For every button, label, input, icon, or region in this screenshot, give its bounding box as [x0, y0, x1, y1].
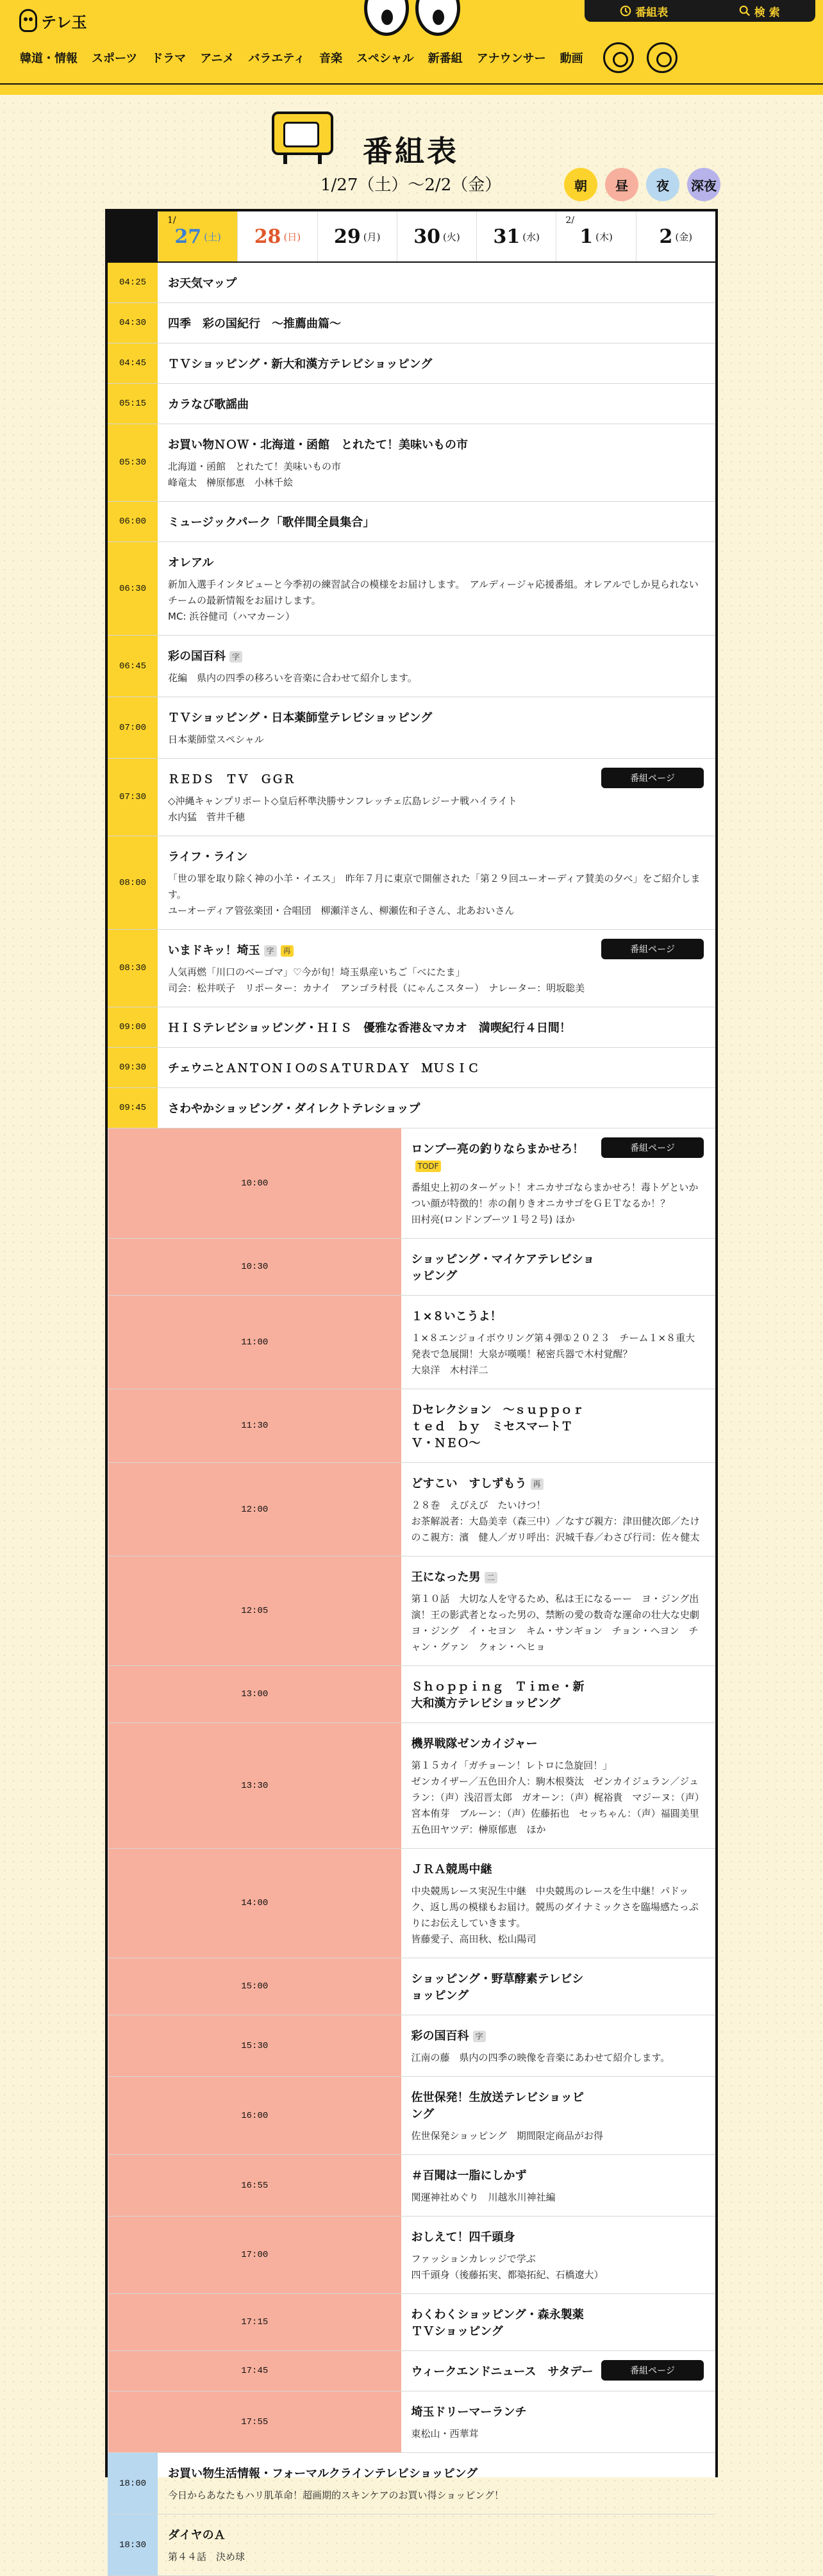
program-row[interactable]	[108, 303, 715, 343]
day-tab-weekday: (木)	[595, 231, 613, 243]
program-title[interactable]: 機界戦隊ゼンカイジャー	[411, 1737, 538, 1751]
program-description: 関運神社めぐり 川越氷川神社編	[411, 2192, 556, 2203]
program-title[interactable]: Ｓｈｏｐｐｉｎｇ Ｔｉｍｅ・新大和漢方テレビショッピング	[411, 1680, 585, 1710]
program-time: 11:30	[108, 1389, 401, 1462]
program-title[interactable]: お買い物ＮＯＷ・北海道・函館 とれたて！美味いもの市	[168, 438, 468, 452]
day-tab-month: 1/	[167, 215, 176, 226]
program-info	[401, 1849, 716, 1958]
program-description: 第１５カイ「ガチョーン！レトロに急旋回！」	[411, 1760, 613, 1771]
schedule-link[interactable]	[620, 3, 668, 19]
program-description: ファッションカレッジで学ぶ	[411, 2253, 536, 2265]
program-row[interactable]	[108, 2015, 715, 2077]
period-button[interactable]: 深夜	[687, 168, 720, 201]
program-title[interactable]: 彩の国百科 字	[168, 648, 704, 665]
program-list	[108, 263, 715, 2576]
day-tab-date: 29	[333, 225, 361, 248]
period-filter	[564, 168, 720, 201]
tv-icon	[272, 108, 333, 163]
day-tabs	[108, 211, 715, 263]
program-description: 佐世保発ショッピング 期間限定商品がお得	[411, 2130, 603, 2142]
program-info	[401, 1389, 716, 1462]
nav-sports[interactable]: スポーツ	[92, 52, 138, 65]
program-info	[401, 2294, 716, 2350]
program-description: 皆藤愛子、高田秋、松山陽司	[411, 1933, 536, 1945]
program-title[interactable]: ＲＥＤＳ ＴＶ ＧＧＲ	[168, 773, 295, 786]
program-description: 田村亮(ロンドンブーツ１号２号) ほか	[411, 1214, 575, 1225]
program-row[interactable]	[108, 1007, 715, 1048]
program-row[interactable]	[108, 343, 715, 384]
program-info	[158, 930, 715, 1007]
program-time: 17:45	[108, 2351, 401, 2391]
nav-new-programs[interactable]: 新番組	[428, 52, 463, 65]
program-description: ヨ・ジング イ・セヨン キム・サンギョン チョン・ヘヨン チャン・グァン クォン・ヘヒョ	[411, 1625, 699, 1653]
program-page-button[interactable]: 番組ページ	[601, 1137, 704, 1158]
program-time: 17:15	[108, 2294, 401, 2350]
program-info	[401, 2391, 716, 2452]
program-page-button[interactable]: 番組ページ	[601, 939, 704, 959]
program-time: 15:30	[108, 2015, 401, 2076]
program-row[interactable]	[108, 1463, 715, 1556]
day-tab-date: 27	[174, 225, 202, 248]
day-tab-date: 2	[659, 225, 673, 248]
nav-drama[interactable]: ドラマ	[151, 52, 187, 65]
program-row[interactable]	[108, 263, 715, 303]
program-title[interactable]: ウィークエンドニュース サタデー	[411, 2365, 594, 2379]
program-time: 13:30	[108, 1723, 401, 1848]
program-description: 大泉洋 木村洋二	[411, 1364, 488, 1376]
program-time: 12:00	[108, 1463, 401, 1556]
program-description: １×８エンジョイボウリング第４弾①２０２３ チーム１×８重大発表で急展開！大泉が嘆嘆！秘密兵器で木村覚醒？	[411, 1332, 695, 1360]
program-title[interactable]: オレアル	[168, 556, 214, 570]
program-badge: 字	[264, 945, 277, 957]
program-info	[401, 1296, 716, 1389]
program-time: 06:45	[108, 636, 158, 697]
program-info	[158, 1048, 715, 1087]
day-tab-weekday: (土)	[204, 231, 221, 243]
nav-announcer[interactable]: アナウンサー	[476, 52, 546, 65]
search-link-label: 検 索	[754, 6, 780, 19]
program-time: 05:30	[108, 424, 158, 501]
period-button[interactable]: 昼	[605, 168, 638, 201]
day-tab-date: 28	[254, 225, 281, 248]
program-row[interactable]	[108, 1128, 715, 1239]
program-title[interactable]: 王になった男 二	[412, 1569, 704, 1586]
program-title[interactable]: お天気マップ	[168, 277, 237, 290]
day-tab[interactable]	[397, 211, 476, 261]
program-info	[401, 2217, 716, 2293]
program-title[interactable]: チェウニとＡＮＴＯＮＩＯのＳＡＴＵＲＤＡＹ ＭＵＳＩＣ	[168, 1062, 479, 1075]
program-time: 18:00	[108, 2453, 158, 2514]
program-time: 11:00	[108, 1296, 401, 1389]
program-time: 13:00	[108, 1666, 401, 1722]
program-title[interactable]: いまドキッ！埼玉 字 再	[168, 943, 704, 959]
program-title[interactable]: ライフ・ライン	[168, 850, 248, 864]
search-link[interactable]	[739, 3, 780, 19]
date-range: 1/27（土）～2/2（金）	[320, 176, 502, 195]
program-time: 06:00	[108, 502, 158, 541]
period-button[interactable]: 朝	[564, 168, 597, 201]
program-title[interactable]: ダイヤのＡ	[168, 2529, 226, 2542]
program-info	[158, 384, 715, 424]
period-button[interactable]: 夜	[646, 168, 679, 201]
program-info	[158, 1088, 715, 1128]
nav-special[interactable]: スペシャル	[356, 52, 414, 65]
program-schedule	[105, 209, 718, 2563]
program-badge: 字	[473, 2031, 486, 2042]
search-icon	[739, 5, 751, 17]
program-info	[158, 542, 715, 635]
program-row[interactable]	[108, 930, 715, 1007]
day-tabs-corner	[108, 211, 158, 261]
program-time: 04:30	[108, 303, 158, 343]
day-tab-weekday: (火)	[443, 231, 460, 243]
program-title[interactable]: ＪＲＡ競馬中継	[411, 1863, 492, 1876]
day-tab[interactable]	[476, 211, 556, 261]
program-time: 09:45	[108, 1088, 158, 1128]
program-title[interactable]: おしえて！四千頭身	[411, 2231, 515, 2244]
program-description: 「世の罪を取り除く神の小羊・イエス」 昨年７月に東京で開催された「第２９回ユーオーディア賛美の夕べ」をご紹介します。	[168, 873, 701, 900]
program-time: 04:25	[108, 263, 158, 302]
mascot-icon[interactable]	[603, 42, 634, 73]
program-title[interactable]: ショッピング・マイケアテレビショッピング	[411, 1253, 595, 1283]
program-description: 水内猛 菅井千穂	[168, 811, 245, 823]
program-description: 人気再燃「川口のベーゴマ」♡今が旬！埼玉県産いちご「べにたま」	[168, 966, 465, 978]
program-row[interactable]	[108, 2453, 715, 2514]
program-info	[158, 759, 715, 836]
top-tools	[585, 0, 815, 22]
program-title[interactable]: ショッピング・野草酵素テレビショッピング	[411, 1972, 584, 2002]
program-description: 峰竜太 榊原郁恵 小林千絵	[168, 477, 294, 488]
eye-right-icon	[415, 0, 460, 36]
program-row[interactable]	[108, 1849, 715, 1958]
program-row[interactable]	[108, 697, 715, 759]
program-time: 09:30	[108, 1048, 158, 1087]
program-info	[158, 836, 715, 929]
program-info	[158, 303, 715, 343]
nav-variety[interactable]: バラエティ	[248, 52, 305, 65]
program-time: 17:00	[108, 2217, 401, 2293]
program-description: 司会：松井咲子 リポーター：カナイ アンゴラ村長（にゃんこスター） ナレーター：明坂聡美	[168, 982, 585, 994]
program-row[interactable]	[108, 1048, 715, 1088]
program-badge: TODF	[415, 1160, 442, 1172]
program-row[interactable]	[108, 836, 715, 930]
program-time: 17:55	[108, 2391, 401, 2452]
program-title[interactable]: ＴＶショッピング・日本薬師堂テレビショッピング	[168, 711, 433, 725]
program-row[interactable]	[108, 1556, 715, 1666]
program-row[interactable]	[108, 2514, 715, 2576]
program-time: 06:30	[108, 542, 158, 635]
program-row[interactable]	[108, 759, 715, 836]
program-description: 北海道・函館 とれたて！美味いもの市	[168, 461, 342, 472]
program-info	[158, 502, 715, 541]
program-badge: 再	[281, 945, 294, 957]
day-tab[interactable]	[158, 211, 237, 261]
program-row[interactable]	[108, 2391, 715, 2453]
program-row[interactable]	[108, 1389, 715, 1463]
program-info	[158, 343, 715, 383]
program-badge: 字	[229, 651, 242, 663]
program-title[interactable]: わくわくショッピング・森永製薬 ＴＶショッピング	[411, 2308, 595, 2338]
program-title[interactable]: カラなび歌謡曲	[168, 398, 249, 411]
program-title[interactable]: お買い物生活情報・フォーマルクラインテレビショッピング	[168, 2467, 478, 2481]
program-info	[401, 1463, 716, 1556]
program-description: ２８巻 えびえび たいけつ！	[411, 1499, 546, 1511]
header-zigzag	[0, 85, 823, 95]
program-time: 14:00	[108, 1849, 401, 1958]
day-tab[interactable]	[556, 211, 635, 261]
program-info	[401, 1556, 716, 1665]
program-title[interactable]: ミュージックパーク「歌伴間全員集合」	[168, 516, 375, 529]
program-page-button[interactable]: 番組ページ	[601, 768, 704, 788]
logo-text: テレ玉	[41, 13, 87, 31]
site-header	[0, 0, 823, 95]
nav-news[interactable]: 韓道・情報	[20, 52, 78, 65]
day-tab[interactable]	[317, 211, 397, 261]
program-badge: 再	[531, 1478, 544, 1490]
program-row[interactable]	[108, 542, 715, 636]
program-info	[158, 2514, 715, 2575]
site-logo[interactable]	[19, 9, 87, 32]
program-title[interactable]: 埼玉ドリーマーランチ	[411, 2406, 527, 2419]
program-info	[158, 424, 715, 501]
day-tab-date: 31	[493, 225, 520, 248]
program-row[interactable]	[108, 1723, 715, 1849]
program-time: 08:00	[108, 836, 158, 929]
program-description: ゼンカイザー／五色田介人：駒木根葵汰 ゼンカイジュラン／ジュラン：（声）浅沼晋太郎 ガオーン：（声）梶裕貴 マジーヌ：（声）宮本侑芽 ブルーン：（声）佐藤拓也 セッちゃん：（声）福圓美里 五色田ヤツデ：榊原郁恵 ほか	[411, 1776, 709, 1835]
program-title[interactable]: 佐世保発！生放送テレビショッピング	[411, 2091, 584, 2121]
program-info	[401, 2015, 716, 2076]
day-tab-weekday: (日)	[283, 231, 301, 243]
program-time: 05:15	[108, 384, 158, 424]
program-info	[401, 1666, 716, 1722]
day-tab[interactable]	[636, 211, 715, 261]
day-tab-month: 2/	[565, 215, 575, 226]
day-tab-weekday: (金)	[675, 231, 693, 243]
program-time: 12:05	[108, 1556, 401, 1665]
page-title: 番組表	[363, 134, 459, 169]
eye-left-icon	[364, 0, 409, 36]
program-time: 07:30	[108, 759, 158, 836]
program-time: 10:00	[108, 1128, 401, 1238]
program-time: 07:00	[108, 697, 158, 758]
program-description: 第１０話 大切な人を守るため、私は王になるーー ヨ・ジング出演！王の影武者となった男の、禁断の愛の数奇な運命の壮大な史劇	[411, 1593, 699, 1621]
program-description: 第４４話 決め球	[168, 2551, 245, 2563]
program-description: お茶解説者：大島美幸（森三中）／なすび親方：津田健次郎／たけのこ親方：濱 健人／ガリ呼出：沢城千春／わさび行司：佐々健太	[411, 1515, 700, 1543]
program-description: ◇沖縄キャンプリポート◇皇后杯準決勝サンフレッチェ広島レジーナ戦ハイライト	[168, 795, 517, 807]
program-info	[158, 2453, 715, 2514]
program-time: 09:00	[108, 1007, 158, 1047]
program-row[interactable]	[108, 424, 715, 502]
mascot-icon	[19, 9, 37, 32]
program-row[interactable]	[108, 2077, 715, 2155]
program-row[interactable]	[108, 2351, 715, 2391]
program-title[interactable]: ＴＶショッピング・新大和漢方テレビショッピング	[168, 358, 433, 371]
program-description: 中央競馬レース実況生中継 中央競馬のレースを生中継！パドック、返し馬の模様もお届け。競馬のダイナミックさを臨場感たっぷりにお伝えしていきます。	[411, 1885, 699, 1929]
program-row[interactable]	[108, 1958, 715, 2015]
program-description: 新加入選手インタビューと今季初の練習試合の模様をお届けします。 アルディージャ応援番組。オレアルでしか見られないチームの最新情報をお届けします。	[168, 579, 699, 606]
program-row[interactable]	[108, 502, 715, 542]
program-time: 10:30	[108, 1239, 401, 1295]
program-row[interactable]	[108, 1666, 715, 1723]
program-time: 16:55	[108, 2155, 401, 2216]
program-row[interactable]	[108, 2294, 715, 2351]
program-info	[158, 697, 715, 758]
clock-icon	[620, 5, 631, 17]
program-description: 番組史上初のターゲット！オニカサゴならまかせろ！毒トゲといかつい顔が特徴的！赤の創りきオニカサゴをＧＥＴなるか！？	[411, 1182, 699, 1209]
program-time: 08:30	[108, 930, 158, 1007]
day-tab-date: 1	[579, 225, 594, 248]
program-row[interactable]	[108, 384, 715, 424]
program-info	[401, 2351, 716, 2391]
program-description: 今日からあなたもハリ肌革命！超画期的スキンケアのお買い得ショッピング！	[168, 2489, 504, 2501]
program-description: 江南の藤 県内の四季の映像を音楽にあわせて紹介します。	[411, 2052, 670, 2063]
program-title[interactable]: ロンブー亮の釣りならまかせろ！TODF	[411, 1143, 584, 1171]
schedule-link-label: 番組表	[635, 6, 669, 19]
program-info	[401, 1239, 716, 1295]
program-description: ユーオーディア管弦楽団・合唱団 柳瀬洋さん、柳瀬佐和子さん、北あおいさん	[168, 905, 515, 916]
program-row[interactable]	[108, 1296, 715, 1389]
program-title[interactable]: 四季 彩の国紀行 ～推薦曲篇～	[168, 317, 341, 331]
day-tab[interactable]	[237, 211, 317, 261]
program-info	[158, 263, 715, 302]
program-row[interactable]	[108, 2217, 715, 2294]
program-info	[158, 1007, 715, 1047]
program-description: 花編 県内の四季の移ろいを音楽に合わせて紹介します。	[168, 672, 417, 684]
program-page-button[interactable]: 番組ページ	[601, 2360, 704, 2381]
program-title[interactable]: 彩の国百科 字	[412, 2028, 704, 2045]
program-title[interactable]: ＃百聞は一脂にしかず	[411, 2169, 527, 2183]
program-title[interactable]: １×８いこうよ！	[411, 1310, 502, 1323]
program-row[interactable]	[108, 1088, 715, 1128]
program-title[interactable]: さわやかショッピング・ダイレクトテレショップ	[168, 1102, 420, 1116]
program-time: 15:00	[108, 1958, 401, 2015]
program-badge: 二	[485, 1572, 497, 1583]
program-title[interactable]: ＨＩＳテレビショッピング・ＨＩＳ 優雅な香港＆マカオ 満喫紀行４日間！	[168, 1021, 571, 1035]
program-time: 18:30	[108, 2514, 158, 2575]
program-info	[158, 636, 715, 697]
character-icon[interactable]	[647, 42, 678, 73]
program-description: MC: 浜谷健司（ハマカーン）	[168, 611, 295, 622]
day-tab-weekday: (水)	[522, 231, 540, 243]
nav-video[interactable]: 動画	[560, 52, 583, 65]
day-tab-date: 30	[413, 225, 440, 248]
program-info	[401, 2077, 716, 2154]
program-info	[401, 1723, 716, 1848]
program-time: 04:45	[108, 343, 158, 383]
program-description: 東松山・西華茸	[411, 2428, 479, 2440]
main-nav	[13, 40, 814, 76]
program-title[interactable]: Ｄセレクション ～ｓｕｐｐｏｒｔｅｄ ｂｙ ミセスマートＴＶ・ＮＥＯ～	[411, 1403, 584, 1450]
program-info	[401, 1128, 716, 1238]
program-description: 日本薬師堂スペシャル	[168, 734, 264, 745]
day-tab-weekday: (月)	[363, 231, 381, 243]
nav-music[interactable]: 音楽	[319, 52, 342, 65]
program-row[interactable]	[108, 636, 715, 697]
program-time: 16:00	[108, 2077, 401, 2154]
program-title[interactable]: どすこい すしずもう 再	[412, 1476, 704, 1492]
mascot-eyes	[364, 0, 460, 38]
program-description: 四千頭身（後藤拓実、都築拓紀、石橋遼大）	[411, 2269, 604, 2281]
program-row[interactable]	[108, 1239, 715, 1296]
program-info	[401, 2155, 716, 2216]
program-info	[401, 1958, 716, 2015]
program-row[interactable]	[108, 2155, 715, 2217]
nav-anime[interactable]: アニメ	[200, 52, 235, 65]
